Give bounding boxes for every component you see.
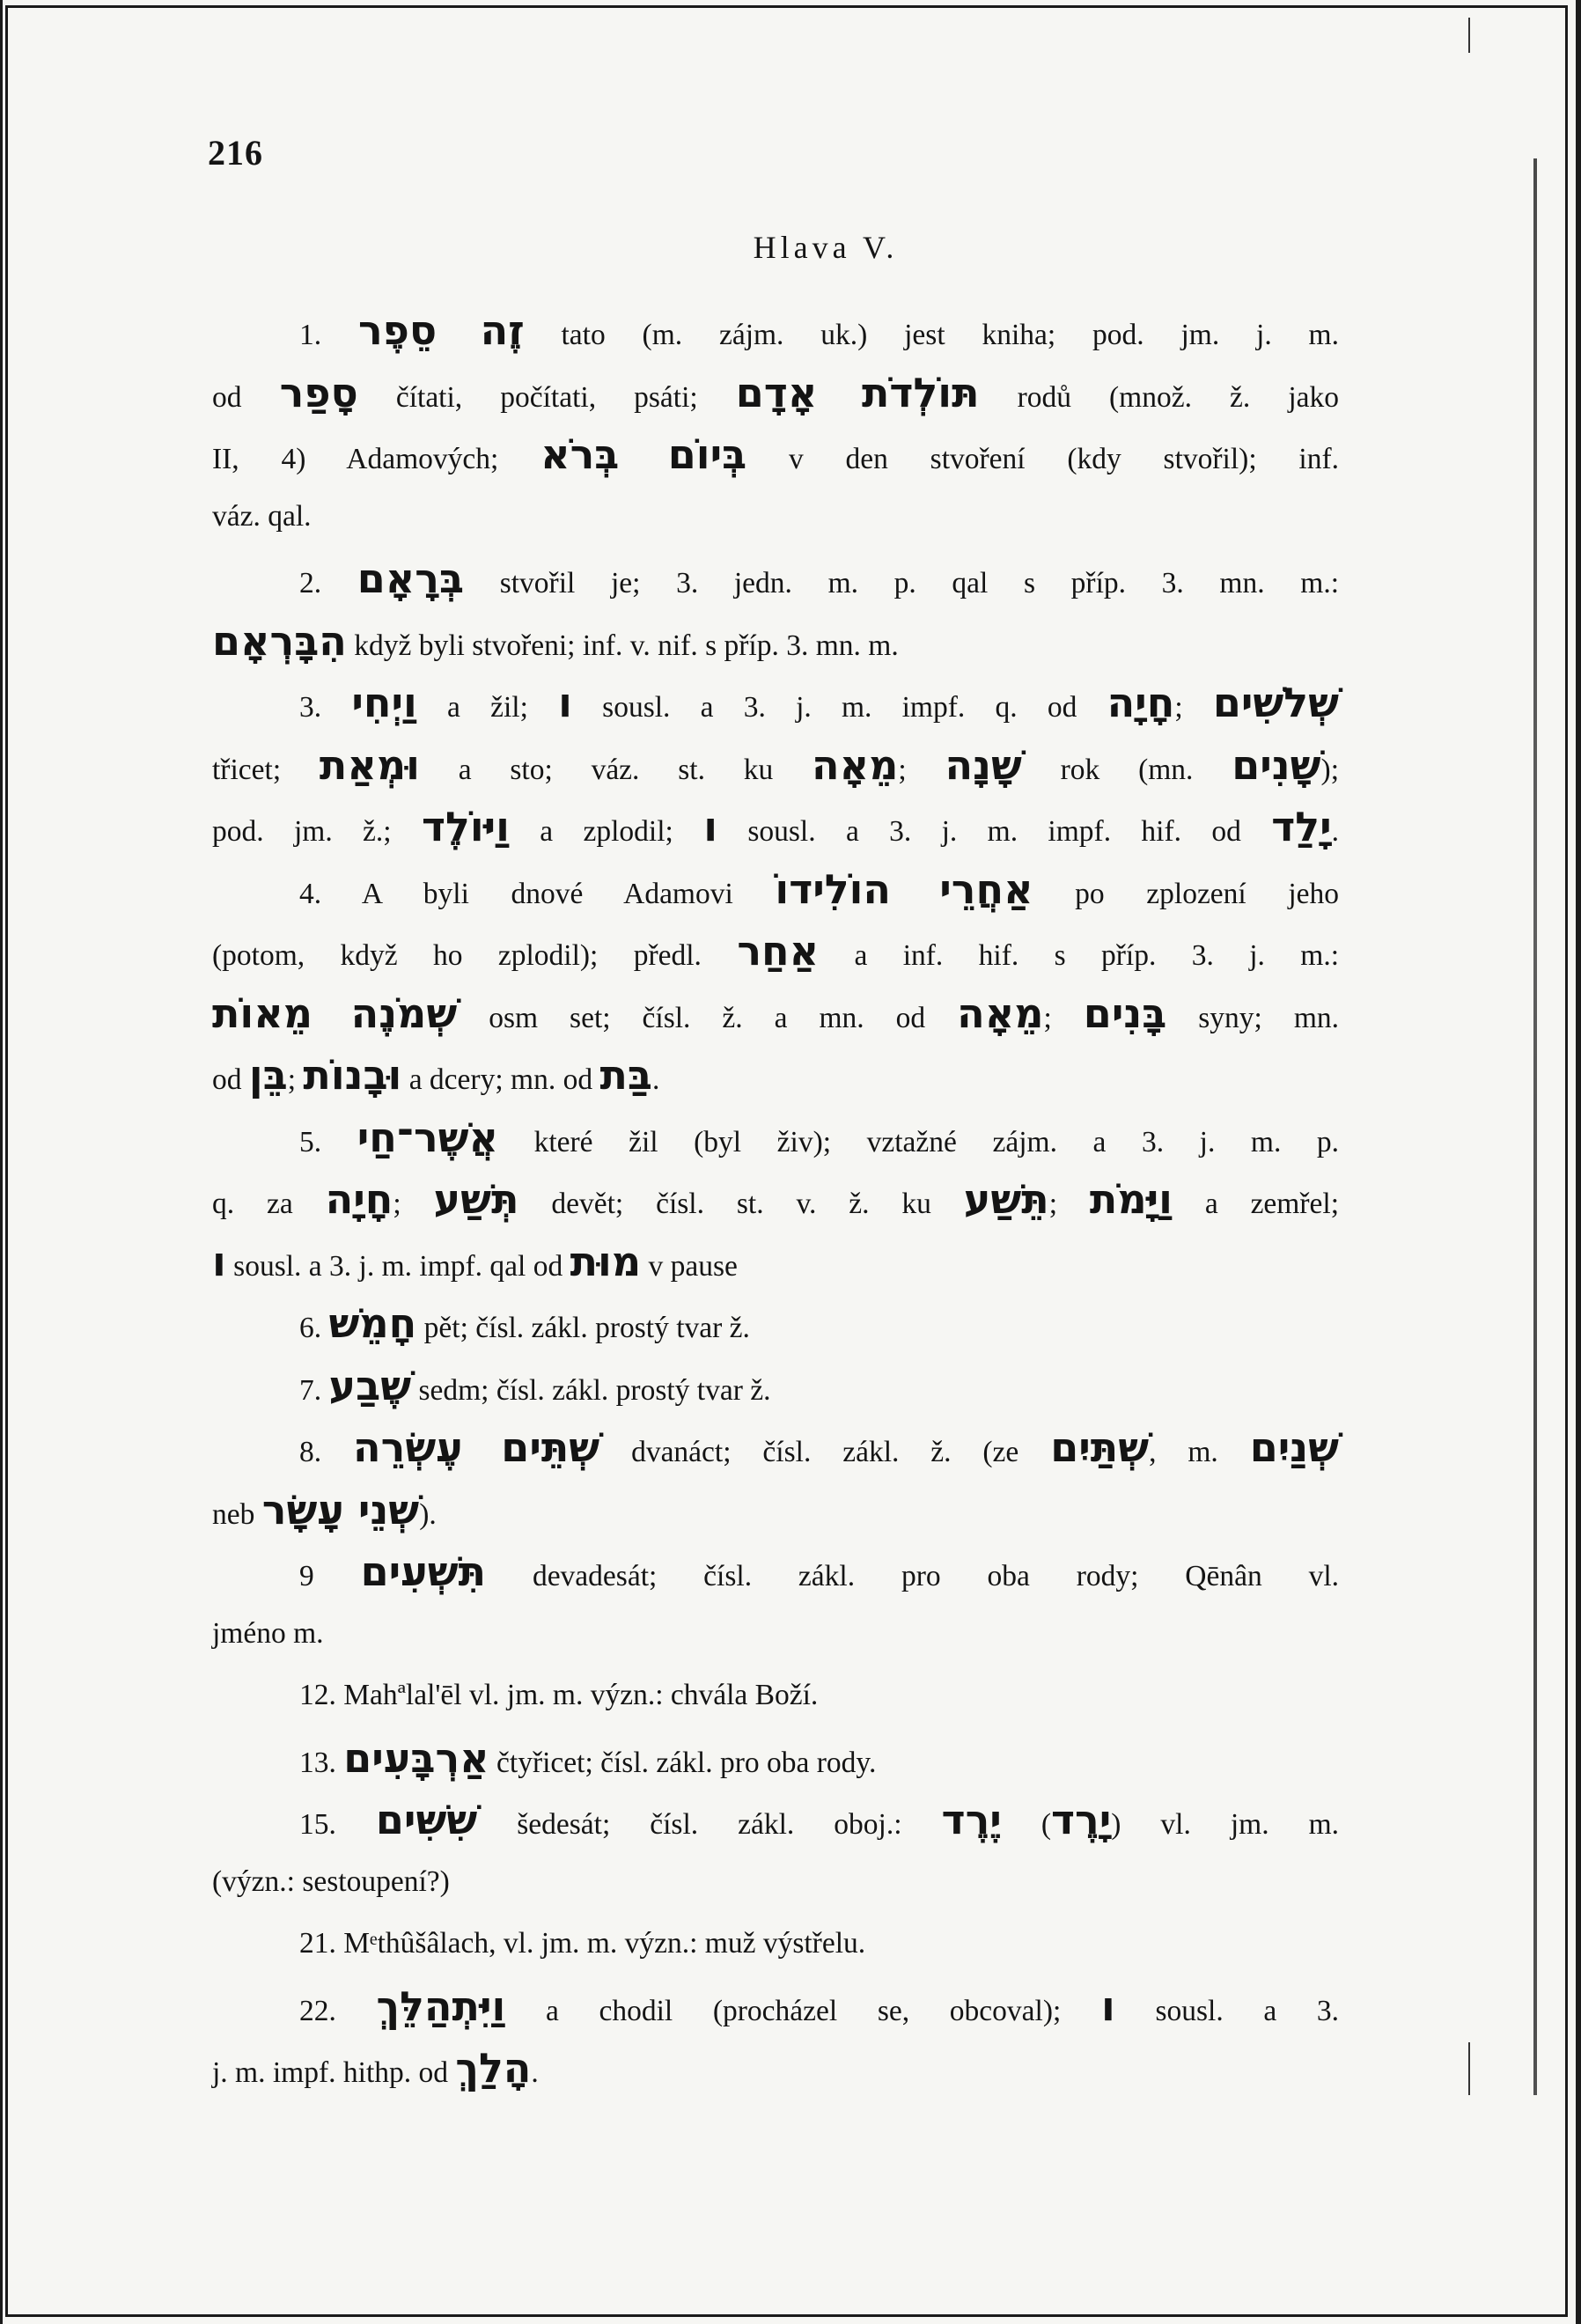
czech-text: j. m. impf. hithp. od [212,2056,456,2089]
czech-text: 22. [299,1994,377,2027]
hebrew-word: בְּרָאָם [357,555,465,602]
hebrew-word: ו [1100,1982,1115,2030]
hebrew-word: חָמֵשׁ [328,1299,417,1347]
hebrew-word: שְׁתֵּים עֶשְׂרֵה [353,1423,600,1471]
czech-text: . [1331,815,1339,848]
czech-text: II, 4) Adamových; [212,443,541,475]
czech-text: 3. [299,691,352,724]
text-line [299,1359,1339,1417]
czech-text: od [212,1063,249,1096]
czech-text: čítati, počítati, psáti; [357,380,736,414]
hebrew-word: הָלַךְ [455,2044,532,2092]
hebrew-word: וַיִּתְהַלֵּךְ [376,1982,506,2030]
czech-text: 12. Mahªlal'ēl vl. jm. m. význ.: chvála Boží. [299,1679,819,1711]
czech-text: třicet; [212,753,320,786]
czech-text: 4. A byli dnové Adamovi [299,877,776,910]
text-line [299,1545,1339,1603]
hebrew-word: בַּת [599,1051,652,1099]
czech-text: , m. [1149,1436,1250,1468]
czech-text: sousl. a 3. [1114,1994,1339,2027]
text-line [299,1297,1339,1355]
czech-text: . [651,1063,660,1096]
czech-text: 9 [299,1560,361,1592]
czech-text: a dcery; mn. od [401,1063,600,1096]
text-line [299,1421,1339,1479]
czech-text: rok (mn. [1021,753,1232,786]
czech-text: . [531,2056,539,2089]
czech-text: pod. jm. ž.; [212,815,422,848]
czech-text: čtyřicet; čísl. zákl. pro oba rody. [489,1746,877,1779]
czech-text: ; [898,753,945,786]
czech-text: po zplození jeho [1033,877,1340,910]
page-left-edge [0,0,3,2324]
hebrew-word: מוּת [570,1237,642,1285]
czech-text: 8. [299,1436,354,1468]
text-line [299,676,1339,734]
text-line [212,428,1339,486]
text-line [212,739,1339,797]
czech-text: rodů (množ. ž. jako [979,380,1339,414]
czech-text: od [212,380,280,414]
text-line [212,1607,1339,1660]
hebrew-word: שְׁנַיִם [1249,1423,1339,1471]
czech-text: 7. [299,1373,329,1407]
hebrew-word: הִבָּרְאָם [212,616,347,665]
hebrew-word: אֲשֶׁר־חַי [357,1113,499,1161]
hebrew-word: תֵּשַׁע [963,1175,1049,1223]
czech-text: devadesát; čísl. zákl. pro oba rody; Qēnân vl. [486,1560,1340,1592]
hebrew-word: בָּנִים [1083,989,1167,1037]
text-line [299,1980,1339,2038]
hebrew-word: שָׁנָה [945,740,1022,789]
text-line [212,1173,1339,1231]
text-line [212,1483,1339,1541]
czech-text: ; [1048,1188,1090,1220]
czech-text: (význ.: sestoupení?) [212,1864,450,1898]
text-line [212,800,1339,858]
hebrew-word: וַיּוֹלֶד [421,803,510,850]
hebrew-word: יָרֶד [1050,1796,1112,1843]
hebrew-word: יֶרֶד [941,1796,1002,1843]
czech-text: ; [393,1188,434,1220]
czech-text: ; [1174,691,1213,724]
hebrew-word: ו [558,679,572,726]
hebrew-word: וַיְחִי [351,679,417,726]
czech-text: ; [287,1063,304,1096]
czech-text: osm set; čísl. ž. a mn. od [457,1001,958,1034]
hebrew-word: וּמְאַת [319,740,420,789]
hebrew-word: תְּשַׁע [433,1175,519,1223]
czech-text: v pause [641,1249,738,1283]
czech-text: 6. [299,1312,329,1344]
hebrew-word: תִּשְׁעִים [360,1548,487,1595]
hebrew-word: שְׁמֹנֶה מֵאוֹת [212,989,458,1037]
czech-text: ); [1320,753,1340,786]
czech-text: váz. qal. [212,499,312,533]
czech-text: a inf. hif. s příp. 3. j. m.: [819,939,1339,972]
hebrew-word: מֵאָה [957,989,1044,1037]
hebrew-word: בְּיוֹם בְּרֹא [540,430,747,478]
text-line [212,2041,1339,2100]
czech-text: sousl. a 3. j. m. impf. q. od [571,691,1107,724]
czech-text: tato (m. zájm. uk.) jest kniha; pod. jm. j. m. [524,319,1339,351]
czech-text: ) vl. jm. m. [1111,1808,1340,1841]
text-line [212,987,1339,1045]
text-line [299,304,1339,362]
czech-text: pět; čísl. zákl. prostý tvar ž. [416,1312,750,1344]
hebrew-word: שֶׁבַע [328,1361,412,1409]
text-line [212,1856,1339,1908]
czech-text: (potom, když ho zplodil); předl. [212,939,738,972]
text-line [299,1793,1339,1851]
hebrew-word: מֵאָה [812,740,899,789]
czech-text: stvořil je; 3. jedn. m. p. qal s příp. 3. mn. m.: [464,567,1340,599]
text-line [299,1917,1339,1970]
hebrew-word: שָׁנִים [1232,740,1321,789]
czech-text: ). [419,1497,437,1531]
hebrew-word: שְׁלֹשִׁים [1212,679,1340,726]
text-line [212,1048,1339,1107]
hebrew-word: תּוֹלְדֹת אָדָם [735,368,980,416]
czech-text: 21. Mᵉthûšâlach, vl. jm. m. význ.: muž výstřelu. [299,1927,866,1960]
hebrew-word: ו [212,1237,226,1285]
czech-text: 13. [299,1746,344,1779]
text-line [212,614,1339,673]
czech-text: v den stvoření (kdy stvořil); inf. [746,443,1339,475]
czech-text: a zemřel; [1172,1188,1339,1220]
text-line [212,490,1339,543]
czech-text: a chodil (procházel se, obcoval); [505,1994,1101,2027]
hebrew-word: שְׁתַּיִם [1050,1423,1150,1471]
text-line [299,1111,1339,1169]
czech-text: sousl. a 3. j. m. impf. hif. od [717,815,1272,848]
czech-text: 5. [299,1125,357,1158]
hebrew-word: חָיָה [1107,679,1175,726]
czech-text: q. za [212,1188,326,1220]
czech-text: 15. [299,1808,376,1841]
czech-text: ; [1043,1001,1084,1034]
hebrew-word: זֶה סֵפֶר [357,306,525,354]
scan-mark [1468,2042,1470,2095]
hebrew-word: בֵּן [248,1051,288,1099]
hebrew-word: שְׁנֵי עָשָׂר [261,1485,420,1533]
hebrew-word: ו [703,803,717,850]
hebrew-word: שִׁשִּׁים [375,1796,478,1843]
text-line [299,552,1339,610]
hebrew-word: חָיָה [325,1175,393,1223]
czech-text: šedesát; čísl. zákl. oboj.: [477,1808,942,1841]
czech-text: sousl. a 3. j. m. impf. qal od [225,1249,570,1283]
scan-mark [1468,18,1470,53]
czech-text: syny; mn. [1166,1001,1340,1034]
text-line [299,1669,1339,1722]
text-line [212,366,1339,424]
hebrew-word: וַיָּמֹת [1089,1175,1173,1223]
czech-text: neb [212,1497,262,1531]
czech-text: a sto; váz. st. ku [419,753,813,786]
hebrew-word: אַחַר [737,927,820,974]
hebrew-word: סָפַר [279,368,358,416]
czech-text: 2. [299,567,357,599]
page-number: 216 [208,133,263,173]
czech-text: 1. [299,319,358,351]
chapter-title: Hlava V. [753,230,899,265]
czech-text: a zplodil; [509,815,704,848]
czech-text: devět; čísl. st. v. ž. ku [518,1188,964,1220]
czech-text: jméno m. [212,1616,324,1650]
hebrew-word: אַחֲרֵי הוֹלִידוֹ [775,864,1033,913]
text-line [299,863,1339,921]
czech-text: ( [1001,1808,1051,1841]
czech-text: které žil (byl živ); vztažné zájm. a 3. j. m. p. [498,1125,1340,1158]
czech-text: sedm; čísl. zákl. prostý tvar ž. [411,1373,771,1407]
hebrew-word: יָלַד [1271,803,1332,850]
text-line [212,1235,1339,1293]
book-spine-shadow [1533,158,1537,2095]
czech-text: dvanáct; čísl. zákl. ž. (ze [599,1436,1051,1468]
hebrew-word: אַרְבָּעִים [343,1733,489,1782]
czech-text: a žil; [416,691,559,724]
hebrew-word: וּבָנוֹת [303,1051,402,1099]
text-line [212,924,1339,982]
page-right-edge [1576,0,1581,2324]
text-line [299,1732,1339,1790]
czech-text: když byli stvořeni; inf. v. nif. s příp. 3. mn. m. [346,629,899,662]
